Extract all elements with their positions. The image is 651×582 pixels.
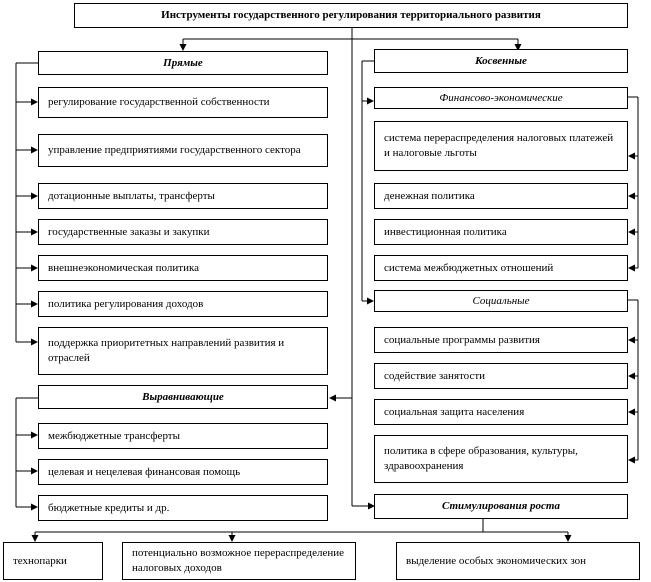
equalizing-header: Выравнивающие	[38, 385, 328, 409]
financial-header: Финансово-экономические	[374, 87, 628, 109]
direct-item-7: поддержка приоритетных направлений развития и отраслей	[38, 327, 328, 375]
direct-item-1: регулирование государственной собственности	[38, 87, 328, 118]
indirect-header: Косвенные	[374, 49, 628, 73]
growth-item-tax-redistribution: потенциально возможное перераспределение налоговых доходов	[122, 542, 356, 580]
diagram-title: Инструменты государственного регулирования территориального развития	[74, 3, 628, 28]
direct-item-4: государственные заказы и закупки	[38, 219, 328, 245]
equalizing-item-1: межбюджетные трансферты	[38, 423, 328, 449]
social-item-4: политика в сфере образования, культуры, здравоохранения	[374, 435, 628, 483]
direct-header: Прямые	[38, 51, 328, 75]
growth-item-technoparks: технопарки	[3, 542, 103, 580]
equalizing-item-2: целевая и нецелевая финансовая помощь	[38, 459, 328, 485]
financial-item-3: инвестиционная политика	[374, 219, 628, 245]
direct-item-6: политика регулирования доходов	[38, 291, 328, 317]
growth-item-economic-zones: выделение особых экономических зон	[396, 542, 640, 580]
financial-item-1: система перераспределения налоговых платежей и налоговые льготы	[374, 121, 628, 171]
social-item-3: социальная защита населения	[374, 399, 628, 425]
growth-header: Стимулирования роста	[374, 494, 628, 519]
equalizing-item-3: бюджетные кредиты и др.	[38, 495, 328, 521]
social-item-2: содействие занятости	[374, 363, 628, 389]
social-header: Социальные	[374, 290, 628, 312]
financial-item-2: денежная политика	[374, 183, 628, 209]
financial-item-4: система межбюджетных отношений	[374, 255, 628, 281]
social-item-1: социальные программы развития	[374, 327, 628, 353]
direct-item-3: дотационные выплаты, трансферты	[38, 183, 328, 209]
direct-item-2: управление предприятиями государственного сектора	[38, 134, 328, 167]
direct-item-5: внешнеэкономическая политика	[38, 255, 328, 281]
